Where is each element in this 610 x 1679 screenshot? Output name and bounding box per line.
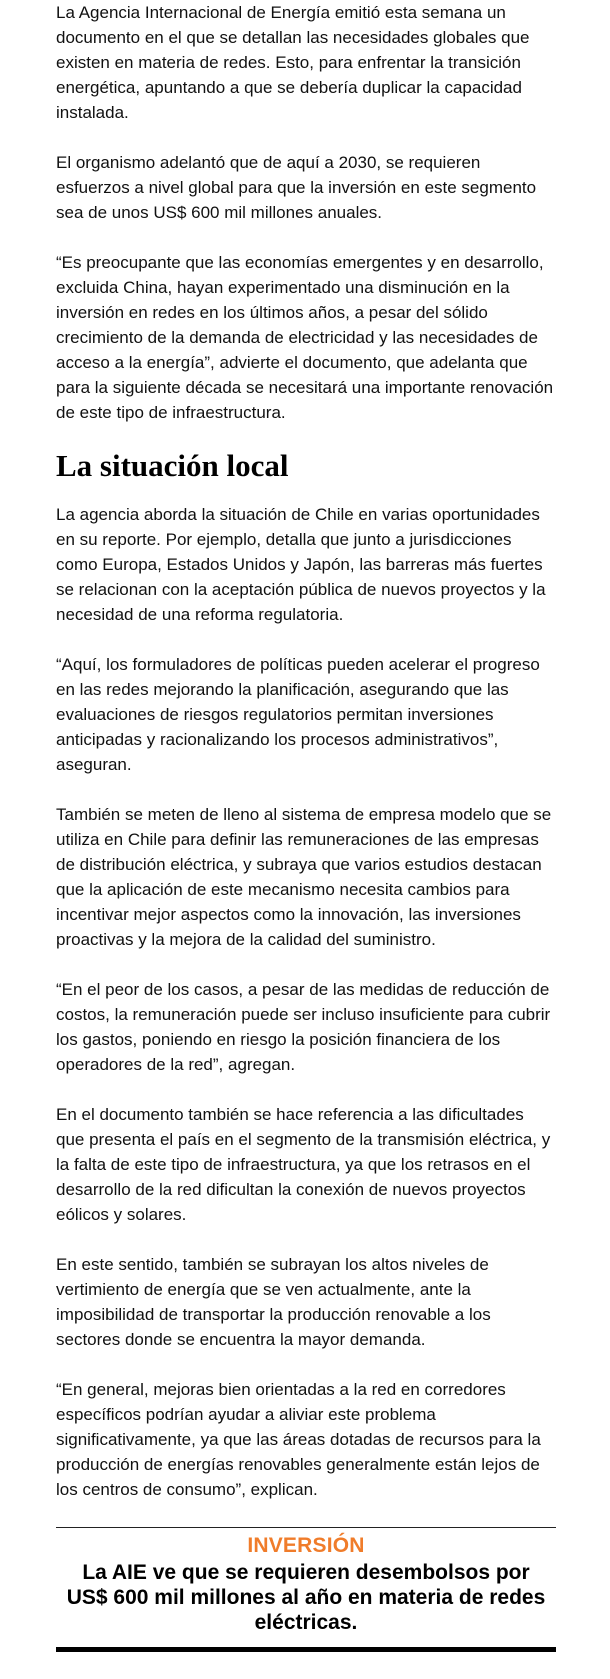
article-body: [56, 0, 556, 1652]
article-paragraph: En el documento también se hace referencia a las dificultades que presenta el país en el segmento de la transmisión eléctrica, y la falta de este tipo de infraestructura, ya que los retrasos en el desarrollo de la red dificultan la conexión de nuevos proyectos eólicos y solares.: [56, 1105, 551, 1224]
article-paragraph: “En general, mejoras bien orientadas a la red en corredores específicos podrían ayudar a aliviar este problema significativamente, ya que las áreas dotadas de recursos para la producción de energías renovables generalmente están lejos de los centros de consumo”, explican.: [56, 1380, 541, 1499]
pull-quote-box: [56, 1527, 556, 1652]
pull-quote-bottom-rule: [56, 1647, 556, 1652]
article-paragraph: La Agencia Internacional de Energía emitió esta semana un documento en el que se detallan las necesidades globales que existen en materia de redes. Esto, para enfrentar la transición energética, apuntando a que se debería duplicar la capacidad instalada.: [56, 3, 530, 122]
pull-quote-text: La AIE ve que se requieren desembolsos por US$ 600 mil millones al año en materia de redes eléctricas.: [66, 1561, 546, 1634]
pull-quote-label: INVERSIÓN: [247, 1534, 365, 1557]
article-paragraph: “En el peor de los casos, a pesar de las medidas de reducción de costos, la remuneración puede ser incluso insuficiente para cubrir los gastos, poniendo en riesgo la posición financiera de los operadores de la red”, agregan.: [56, 980, 551, 1074]
article-paragraph: También se meten de lleno al sistema de empresa modelo que se utiliza en Chile para definir las remuneraciones de las empresas de distribución eléctrica, y subraya que varios estudios destacan que la aplicación de este mecanismo necesita cambios para incentivar mejor aspectos como la innovación, las inversiones proactivas y la mejora de la calidad del suministro.: [56, 805, 552, 949]
section-heading: La situación local: [56, 448, 289, 483]
article-paragraph: En este sentido, también se subrayan los altos niveles de vertimiento de energía que se ven actualmente, ante la imposibilidad de transportar la producción renovable a los sectores donde se encuentra la mayor demanda.: [56, 1255, 491, 1349]
article-paragraph: “Es preocupante que las economías emergentes y en desarrollo, excluida China, hayan experimentado una disminución en la inversión en redes en los últimos años, a pesar del sólido crecimiento de la demanda de electricidad y las necesidades de acceso a la energía”, advierte el documento, que adelanta que para la siguiente década se necesitará una importante renovación de este tipo de infraestructura.: [56, 253, 554, 422]
article-paragraph: La agencia aborda la situación de Chile en varias oportunidades en su reporte. Por ejemplo, detalla que junto a jurisdicciones como Europa, Estados Unidos y Japón, las barreras más fuertes se relacionan con la aceptación pública de nuevos proyectos y la necesidad de una reforma regulatoria.: [56, 505, 546, 624]
article-paragraph: “Aquí, los formuladores de políticas pueden acelerar el progreso en las redes mejorando la planificación, asegurando que las evaluaciones de riesgos regulatorios permitan inversiones anticipadas y racionalizando los procesos administrativos”, aseguran.: [56, 655, 540, 774]
article-paragraph: El organismo adelantó que de aquí a 2030, se requieren esfuerzos a nivel global para que la inversión en este segmento sea de unos US$ 600 mil millones anuales.: [56, 153, 537, 222]
